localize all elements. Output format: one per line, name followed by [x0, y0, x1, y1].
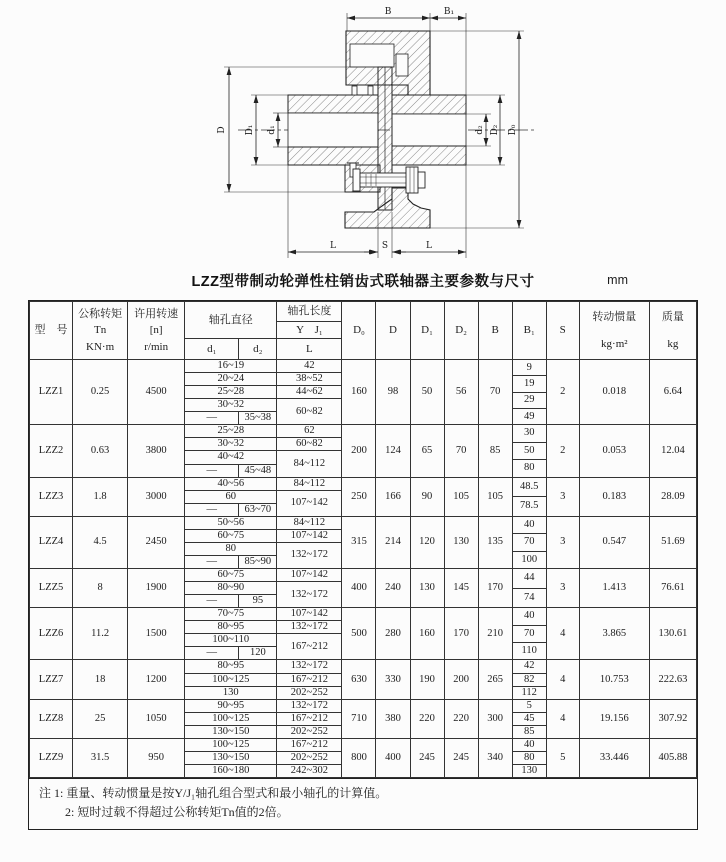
tn-cell: 0.25 — [73, 360, 128, 425]
D2-cell: 200 — [444, 660, 478, 699]
tn-cell: 4.5 — [73, 516, 128, 568]
bore-l-cell: 60~82 — [277, 438, 342, 451]
bore-d-cell: 100~125 — [185, 712, 277, 725]
b1-item: 85 — [523, 725, 535, 737]
bore-d1-cell: — — [185, 503, 239, 516]
speed-cell: 3000 — [128, 477, 185, 516]
b1-item: 30 — [513, 425, 546, 442]
bore-d-cell: 100~110 — [185, 634, 277, 647]
bore-l-cell: 107~142 — [277, 569, 342, 582]
B1-cell — [512, 360, 546, 425]
B1-cell — [512, 477, 546, 516]
S-cell: 2 — [546, 425, 579, 477]
b1-item: 74 — [523, 591, 535, 603]
table-row — [30, 738, 697, 751]
b1-item: 40 — [513, 608, 546, 625]
B1-cell — [512, 516, 546, 568]
model-cell: LZZ6 — [30, 608, 73, 660]
bore-d-cell: 130 — [185, 686, 277, 699]
speed-cell: 950 — [128, 738, 185, 777]
bore-l-cell: 60~82 — [277, 399, 342, 425]
speed-cell: 2450 — [128, 516, 185, 568]
header-inertia: 转动惯量 kg·m² — [579, 302, 649, 360]
inertia-cell: 1.413 — [579, 569, 649, 608]
dim-label-D0: D₀ — [508, 124, 518, 136]
mass-cell: 28.09 — [649, 477, 696, 516]
footnote-2: 2: 短时过载不得超过公称转矩Tn值的2倍。 — [65, 804, 289, 819]
D1-cell: 50 — [410, 360, 444, 425]
header-B1: B₁ — [512, 302, 546, 360]
D1-cell: 160 — [410, 608, 444, 660]
b1-item: 130 — [521, 764, 538, 776]
B1-cell — [512, 569, 546, 608]
B-cell: 105 — [478, 477, 512, 516]
bore-d-cell: 60~75 — [185, 529, 277, 542]
tn-cell: 25 — [73, 699, 128, 738]
B-cell: 135 — [478, 516, 512, 568]
header-torque: 公称转矩 Tn KN·m — [73, 302, 128, 360]
b1-item: 45 — [513, 713, 546, 726]
b1-item: 29 — [513, 393, 546, 409]
bore-d-cell: 100~125 — [185, 673, 277, 686]
bore-l-cell: 107~142 — [277, 608, 342, 621]
tn-cell: 18 — [73, 660, 128, 699]
right-hub-bottom-wall — [392, 146, 466, 165]
D-cell: 124 — [376, 425, 410, 477]
D1-cell: 245 — [410, 738, 444, 777]
header-d1: d₁ — [185, 339, 239, 360]
b1-item: 70 — [513, 534, 546, 551]
bore-l-cell: 107~142 — [277, 490, 342, 516]
D-cell: 400 — [376, 738, 410, 777]
tn-cell: 8 — [73, 569, 128, 608]
bore-l-cell: 107~142 — [277, 529, 342, 542]
mass-cell: 222.63 — [649, 660, 696, 699]
bore-d2-cell: 85~90 — [239, 555, 277, 568]
B1-cell — [512, 608, 546, 660]
table-row — [30, 477, 697, 490]
B-cell: 70 — [478, 360, 512, 425]
bore-d-cell: 80 — [185, 542, 277, 555]
header-model: 型 号 — [30, 302, 73, 360]
b1-item: 112 — [521, 686, 537, 698]
D-cell: 214 — [376, 516, 410, 568]
header-L: L — [277, 339, 342, 360]
S-cell: 2 — [546, 360, 579, 425]
dim-label-D: D — [217, 126, 227, 134]
parameter-table — [29, 301, 697, 778]
bore-d-cell: 60~75 — [185, 569, 277, 582]
speed-cell: 4500 — [128, 360, 185, 425]
D-cell: 240 — [376, 569, 410, 608]
S-cell: 4 — [546, 699, 579, 738]
table-row — [30, 660, 697, 673]
bore-l-cell: 132~172 — [277, 660, 342, 673]
mass-cell: 307.92 — [649, 699, 696, 738]
b1-item: 40 — [513, 739, 546, 752]
D1-cell: 120 — [410, 516, 444, 568]
inertia-cell: 0.018 — [579, 360, 649, 425]
model-cell: LZZ9 — [30, 738, 73, 777]
D0-cell: 630 — [342, 660, 376, 699]
b1-item: 42 — [513, 660, 546, 673]
mass-cell: 12.04 — [649, 425, 696, 477]
bore-l-cell: 44~62 — [277, 386, 342, 399]
bore-d2-cell: 45~48 — [239, 464, 277, 477]
bore-d-cell: 25~28 — [185, 425, 277, 438]
header-D2: D₂ — [444, 302, 478, 360]
left-hub-bottom-wall — [288, 147, 378, 165]
b1-item: 48.5 — [513, 478, 546, 498]
tn-cell: 31.5 — [73, 738, 128, 777]
B1-cell — [512, 699, 546, 738]
bore-d-cell: 80~95 — [185, 660, 277, 673]
bore-d-cell: 16~19 — [185, 360, 277, 373]
model-cell: LZZ1 — [30, 360, 73, 425]
B-cell: 210 — [478, 608, 512, 660]
D0-cell: 710 — [342, 699, 376, 738]
b1-item: 70 — [513, 626, 546, 643]
speed-cell: 3800 — [128, 425, 185, 477]
b1-item: 110 — [521, 645, 537, 657]
table-row — [30, 569, 697, 582]
footnotes — [29, 778, 697, 829]
D0-cell: 800 — [342, 738, 376, 777]
dim-label-L-left: L — [330, 241, 336, 251]
b1-item: 50 — [513, 443, 546, 460]
header-mass: 质量 kg — [649, 302, 696, 360]
dim-label-L-right: L — [426, 241, 432, 251]
dim-label-D1: D₁ — [245, 124, 255, 136]
D2-cell: 105 — [444, 477, 478, 516]
D1-cell: 130 — [410, 569, 444, 608]
bore-d-cell: 50~56 — [185, 516, 277, 529]
bore-l-cell: 242~302 — [277, 764, 342, 777]
bore-l-cell: 167~212 — [277, 712, 342, 725]
footnote-1: 注 1: 重量、转动惯量是按Y/J₁轴孔组合型式和最小轴孔的计算值。 — [39, 786, 388, 800]
b1-item: 40 — [513, 517, 546, 534]
bore-d2-cell: 63~70 — [239, 503, 277, 516]
bore-d-cell: 100~125 — [185, 738, 277, 751]
D2-cell: 70 — [444, 425, 478, 477]
B-cell: 170 — [478, 569, 512, 608]
B-cell: 265 — [478, 660, 512, 699]
S-cell: 4 — [546, 608, 579, 660]
D-cell: 280 — [376, 608, 410, 660]
D0-cell: 250 — [342, 477, 376, 516]
bore-d1-cell: — — [185, 412, 239, 425]
bore-d-cell: 40~42 — [185, 451, 277, 464]
bore-d-cell: 40~56 — [185, 477, 277, 490]
header-yj1: Y J₁ — [277, 322, 342, 339]
header-B: B — [478, 302, 512, 360]
bore-d-cell: 130~150 — [185, 725, 277, 738]
header-bore-dia: 轴孔直径 — [185, 302, 277, 339]
D0-cell: 500 — [342, 608, 376, 660]
bore-l-cell: 132~172 — [277, 621, 342, 634]
D1-cell: 190 — [410, 660, 444, 699]
b1-item: 78.5 — [520, 500, 539, 512]
bore-l-cell: 38~52 — [277, 373, 342, 386]
mass-cell: 130.61 — [649, 608, 696, 660]
header-D: D — [376, 302, 410, 360]
bore-d-cell: 130~150 — [185, 751, 277, 764]
bore-l-cell: 167~212 — [277, 738, 342, 751]
speed-cell: 1900 — [128, 569, 185, 608]
D0-cell: 160 — [342, 360, 376, 425]
model-cell: LZZ7 — [30, 660, 73, 699]
bore-d-cell: 160~180 — [185, 764, 277, 777]
table-row — [30, 425, 697, 438]
D2-cell: 56 — [444, 360, 478, 425]
dim-label-B: B — [384, 7, 392, 17]
D0-cell: 400 — [342, 569, 376, 608]
title-row — [0, 270, 726, 296]
S-cell: 4 — [546, 660, 579, 699]
bore-l-cell: 202~252 — [277, 725, 342, 738]
bore-l-cell: 132~172 — [277, 582, 342, 608]
bore-d-cell: 80~90 — [185, 582, 277, 595]
bore-l-cell: 84~112 — [277, 516, 342, 529]
bore-l-cell: 167~212 — [277, 673, 342, 686]
bore-d2-cell: 120 — [239, 647, 277, 660]
bore-l-cell: 132~172 — [277, 699, 342, 712]
B-cell: 85 — [478, 425, 512, 477]
S-cell: 3 — [546, 477, 579, 516]
B1-cell — [512, 738, 546, 777]
inertia-cell: 33.446 — [579, 738, 649, 777]
dim-label-S: S — [381, 241, 389, 251]
table-row — [30, 516, 697, 529]
D2-cell: 220 — [444, 699, 478, 738]
table-row — [30, 360, 697, 373]
D-cell: 380 — [376, 699, 410, 738]
D2-cell: 145 — [444, 569, 478, 608]
bore-d-cell: 90~95 — [185, 699, 277, 712]
b1-item: 49 — [523, 410, 535, 422]
mass-cell: 51.69 — [649, 516, 696, 568]
bore-d1-cell: — — [185, 555, 239, 568]
D2-cell: 130 — [444, 516, 478, 568]
bore-l-cell: 84~112 — [277, 451, 342, 477]
left-hub-top-wall — [288, 95, 378, 113]
left-hub-bore — [288, 113, 378, 147]
D-cell: 166 — [376, 477, 410, 516]
table-row — [30, 699, 697, 712]
bore-l-cell: 84~112 — [277, 477, 342, 490]
bore-d1-cell: — — [185, 595, 239, 608]
coupling-section-svg — [0, 0, 726, 268]
D2-cell: 170 — [444, 608, 478, 660]
dim-label-B1: B₁ — [443, 7, 455, 17]
B-cell: 300 — [478, 699, 512, 738]
bore-l-cell: 62 — [277, 425, 342, 438]
S-cell: 3 — [546, 569, 579, 608]
model-cell: LZZ4 — [30, 516, 73, 568]
bore-d-cell: 30~32 — [185, 438, 277, 451]
model-cell: LZZ3 — [30, 477, 73, 516]
bore-d2-cell: 95 — [239, 595, 277, 608]
b1-item: 5 — [513, 700, 546, 713]
tn-cell: 1.8 — [73, 477, 128, 516]
bore-d1-cell: — — [185, 647, 239, 660]
right-hub-bore — [392, 114, 466, 146]
unit-label: mm — [607, 273, 628, 287]
D0-cell: 315 — [342, 516, 376, 568]
B1-cell — [512, 660, 546, 699]
bore-d-cell: 25~28 — [185, 386, 277, 399]
bore-d-cell: 80~95 — [185, 621, 277, 634]
b1-item: 9 — [513, 360, 546, 376]
D2-cell: 245 — [444, 738, 478, 777]
bore-d-cell: 30~32 — [185, 399, 277, 412]
D-cell: 330 — [376, 660, 410, 699]
inertia-cell: 10.753 — [579, 660, 649, 699]
D1-cell: 65 — [410, 425, 444, 477]
D0-cell: 200 — [342, 425, 376, 477]
b1-item: 44 — [513, 569, 546, 589]
mass-cell: 405.88 — [649, 738, 696, 777]
model-cell: LZZ8 — [30, 699, 73, 738]
speed-cell: 1500 — [128, 608, 185, 660]
dim-label-D2: D₂ — [490, 124, 500, 136]
tn-cell: 11.2 — [73, 608, 128, 660]
inertia-cell: 3.865 — [579, 608, 649, 660]
inertia-cell: 19.156 — [579, 699, 649, 738]
header-D1: D₁ — [410, 302, 444, 360]
inertia-cell: 0.183 — [579, 477, 649, 516]
speed-cell: 1050 — [128, 699, 185, 738]
B1-cell — [512, 425, 546, 477]
model-cell: LZZ2 — [30, 425, 73, 477]
bore-d-cell: 70~75 — [185, 608, 277, 621]
dim-label-d1: d₁ — [267, 125, 277, 135]
coupling-drawing — [0, 0, 726, 268]
bore-l-cell: 132~172 — [277, 542, 342, 568]
inertia-cell: 0.547 — [579, 516, 649, 568]
D1-cell: 90 — [410, 477, 444, 516]
mass-cell: 6.64 — [649, 360, 696, 425]
B-cell: 340 — [478, 738, 512, 777]
mass-cell: 76.61 — [649, 569, 696, 608]
bore-l-cell: 167~212 — [277, 634, 342, 660]
header-S: S — [546, 302, 579, 360]
header-row-1 — [30, 302, 697, 322]
bore-d-cell: 60 — [185, 490, 277, 503]
header-d2: d₂ — [239, 339, 277, 360]
header-bore-len: 轴孔长度 — [277, 302, 342, 322]
S-cell: 3 — [546, 516, 579, 568]
speed-cell: 1200 — [128, 660, 185, 699]
model-cell: LZZ5 — [30, 569, 73, 608]
dim-label-d2: d₂ — [475, 125, 485, 135]
bore-d1-cell: — — [185, 464, 239, 477]
bore-d2-cell: 35~38 — [239, 412, 277, 425]
D1-cell: 220 — [410, 699, 444, 738]
tn-cell: 0.63 — [73, 425, 128, 477]
b1-item: 82 — [513, 674, 546, 687]
bore-d-cell: 20~24 — [185, 373, 277, 386]
b1-item: 80 — [513, 752, 546, 765]
parameter-table-wrap — [28, 300, 698, 830]
inertia-cell: 0.053 — [579, 425, 649, 477]
table-row — [30, 608, 697, 621]
bore-l-cell: 202~252 — [277, 686, 342, 699]
S-cell: 5 — [546, 738, 579, 777]
header-D0: D₀ — [342, 302, 376, 360]
b1-item: 100 — [521, 553, 538, 565]
b1-item: 19 — [513, 376, 546, 392]
D-cell: 98 — [376, 360, 410, 425]
header-speed: 许用转速 [n] r/min — [128, 302, 185, 360]
bore-l-cell: 42 — [277, 360, 342, 373]
b1-item: 80 — [523, 462, 535, 474]
bore-l-cell: 202~252 — [277, 751, 342, 764]
page-title: LZZ型带制动轮弹性柱销齿式联轴器主要参数与尺寸 — [191, 274, 535, 290]
right-hub-top-wall — [392, 95, 466, 114]
